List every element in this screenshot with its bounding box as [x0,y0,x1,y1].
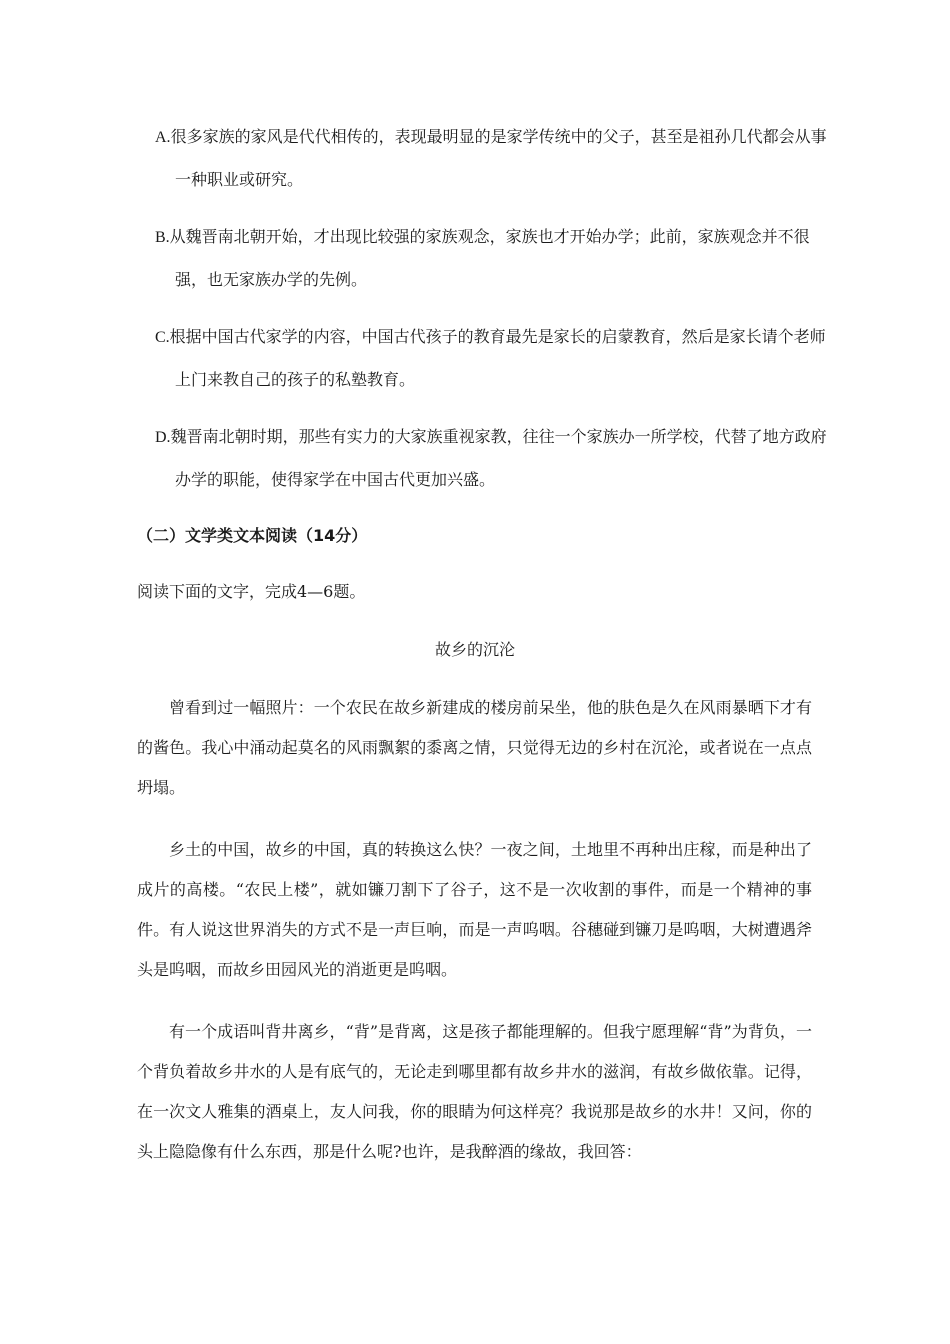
section-heading: （二）文学类文本阅读（14分） [137,526,368,545]
option-letter: D. [155,429,171,446]
option-c [155,316,835,401]
article-title: 故乡的沉沦 [434,640,515,659]
article-paragraph-1: 曾看到过一幅照片：一个农民在故乡新建成的楼房前呆坐，他的肤色是久在风雨暴晒下才有的酱色。我心中涌动起莫名的风雨飘絮的黍离之情，只觉得无边的乡村在沉沦，或者说在一点点坍塌。 [137,698,812,797]
option-text: 从魏晋南北朝开始，才出现比较强的家族观念，家族也才开始办学；此前，家族观念并不很强，也无家族办学的先例。 [169,227,810,289]
option-letter: C. [155,329,170,346]
option-text: 根据中国古代家学的内容，中国古代孩子的教育最先是家长的启蒙教育，然后是家长请个老师上门来教自己的孩子的私塾教育。 [169,327,826,389]
option-text: 魏晋南北朝时期，那些有实力的大家族重视家教，往往一个家族办一所学校，代替了地方政府办学的职能，使得家学在中国古代更加兴盛。 [170,427,827,489]
article-paragraph-2: 乡土的中国，故乡的中国，真的转换这么快？一夜之间，土地里不再种出庄稼，而是种出了成片的高楼。“农民上楼”，就如镰刀割下了谷子，这不是一次收割的事件，而是一个精神的事件。有人说这世界消失的方式不是一声巨响，而是一声呜咽。谷穗碰到镰刀是呜咽，大树遭遇斧头是呜咽，而故乡田园风光的消逝更是呜咽。 [137,840,812,979]
option-text: 很多家族的家风是代代相传的，表现最明显的是家学传统中的父子，甚至是祖孙几代都会从事一种职业或研究。 [170,127,827,189]
option-letter: A. [155,129,171,146]
reading-instruction: 阅读下面的文字，完成4—6题。 [137,582,366,601]
option-d [155,416,835,501]
option-letter: B. [155,229,170,246]
option-b [155,216,835,301]
option-a [155,116,835,201]
article-paragraph-3: 有一个成语叫背井离乡，“背”是背离，这是孩子都能理解的。但我宁愿理解“背”为背负，一个背负着故乡井水的人是有底气的，无论走到哪里都有故乡井水的滋润，有故乡做依靠。记得，在一次文人雅集的酒桌上，友人问我，你的眼睛为何这样亮？我说那是故乡的水井！又问，你的头上隐隐像有什么东西，那是什么呢?也许，是我醉酒的缘故，我回答： [137,1022,812,1161]
